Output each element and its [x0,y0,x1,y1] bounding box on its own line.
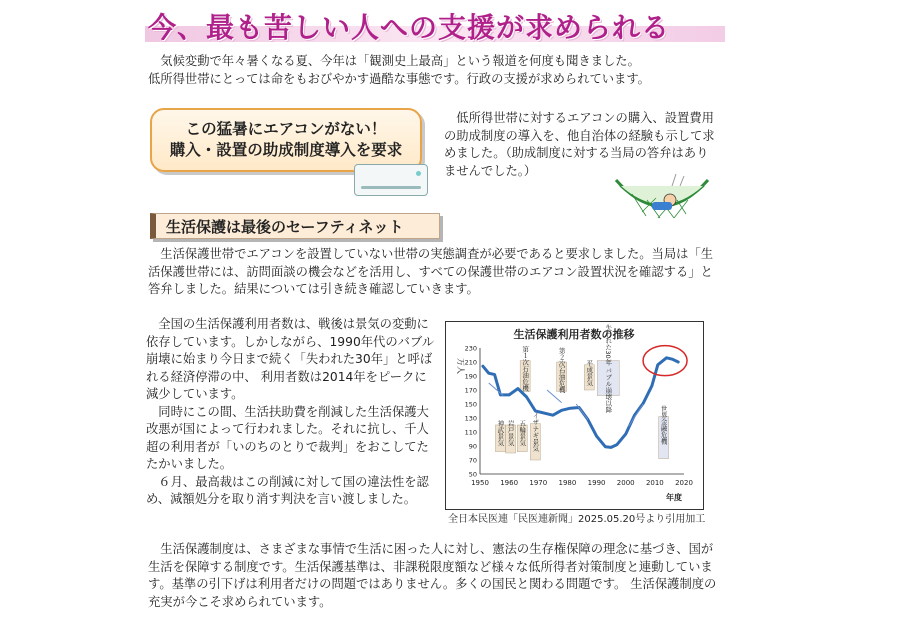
y-tick-label: 110 [464,428,477,437]
left-paragraph-3: ６月、最高裁はこの削減に対して国の違法性を認め、減額処分を取り消す判決を言い渡しました。 [146,474,429,506]
y-tick-label: 190 [464,372,477,381]
y-tick-label: 150 [464,400,477,409]
callout-line-1: この猛暑にエアコンがない！ [185,120,387,138]
y-tick-label: 50 [468,470,477,479]
x-tick-label: 1990 [587,479,606,487]
chart-svg [446,322,703,509]
annotation-label: 世界金融危機 [659,405,668,445]
hammock-illustration [612,172,712,232]
welfare-history-text [146,316,438,509]
trend-arrow [576,404,588,419]
x-axis-label: 年度 [666,493,682,502]
aircon-request-text: 低所得世帯に対するエアコンの購入、設置費用の助成制度の導入を、他自治体の経験も示して求めました。（助成制度に対する当局の答弁はありませんでした。） [444,111,715,178]
section-text: 生活保護世帯でエアコンを設置していない世帯の実態調査が必要であると要求しました。当局は「生活保護世帯には、訪問面談の機会などを活用し、すべての保護世帯のエアコン設置状況を確認する」と答弁しました。結果については引き続き確認していきます。 [148,247,714,296]
annotation-label: 岩戸景気 [506,420,515,446]
x-tick-label: 2010 [645,479,664,487]
annotation-label: 第１次石油危機 [521,345,530,392]
chart-source-caption: 全日本民医連「民医連新聞」2025.05.20号より引用加工 [448,514,706,525]
y-tick-label: 170 [464,386,477,395]
intro-line-2: 低所得世帯にとっては命をもおびやかす過酷な事態です。行政の支援が求められています。 [148,71,650,86]
y-tick-label: 230 [464,344,477,353]
trend-arrow [629,404,644,426]
intro-line-1: 気候変動で年々暑くなる夏、今年は「観測史上最高」という報道を何度も聞きました。 [160,54,640,68]
x-tick-label: 2000 [616,479,635,487]
page-title: 今、最も苦しい人への支援が求められる [148,11,671,44]
welfare-recipients-chart [445,321,704,510]
x-tick-label: 1970 [529,479,548,487]
x-tick-label: 2020 [675,479,693,487]
intro-text [148,53,728,88]
annotation-label: 五輪景気 [518,420,527,446]
x-tick-label: 1960 [500,479,519,487]
air-conditioner-icon [354,164,428,196]
y-tick-label: 90 [468,442,477,451]
y-axis-label: 万人 [456,358,465,374]
callout-line-2: 購入・設置の助成制度導入を要求 [169,141,403,159]
y-tick-label: 130 [464,414,477,423]
left-paragraph-2: 同時にこの間、生活扶助費を削減した生活保護大改悪が国によって行われました。それに抗し、千人超の利用者が「いのちのとりで裁判」をおこしてたたかいました。 [146,404,429,471]
section-heading: 生活保護は最後のセーフティネット [150,213,440,239]
y-tick-label: 70 [468,456,477,465]
y-tick-label: 210 [464,358,477,367]
annotation-label: 神武景気 [496,420,505,446]
closing-text: 生活保護制度は、さまざまな事情で生活に困った人に対し、憲法の生存権保障の理念に基づき、国が生活を保障する制度です。生活保護基準は、非課税限度額など様々な低所得者対策制度と連動しています。基準の引下げは利用者だけの問題ではありません。多くの国民と関わる問題です。 生活保護制度の充実が今こそ求められています。 [148,542,717,609]
x-tick-label: 1950 [471,479,489,487]
left-paragraph-1: 全国の生活保護利用者数は、戦後は景気の変動に依存しています。しかしながら、1990年代のバブル崩壊に始まり今日まで続く「失われた30年」と呼ばれる経済停滞の中、 利用者数は2014年をピークに減少しています。 [146,317,435,401]
aircon-callout-box [150,108,422,172]
annotation-label: イザナギ景気 [531,412,540,452]
x-tick-label: 1980 [558,479,577,487]
chart-title: 生活保護利用者数の推移 [513,328,635,341]
annotation-label: 第２次石油危機 [557,347,566,393]
annotation-label: 失われた30年 バブル崩壊以降 [604,324,613,413]
annotation-label: 平成景気 [585,359,594,386]
